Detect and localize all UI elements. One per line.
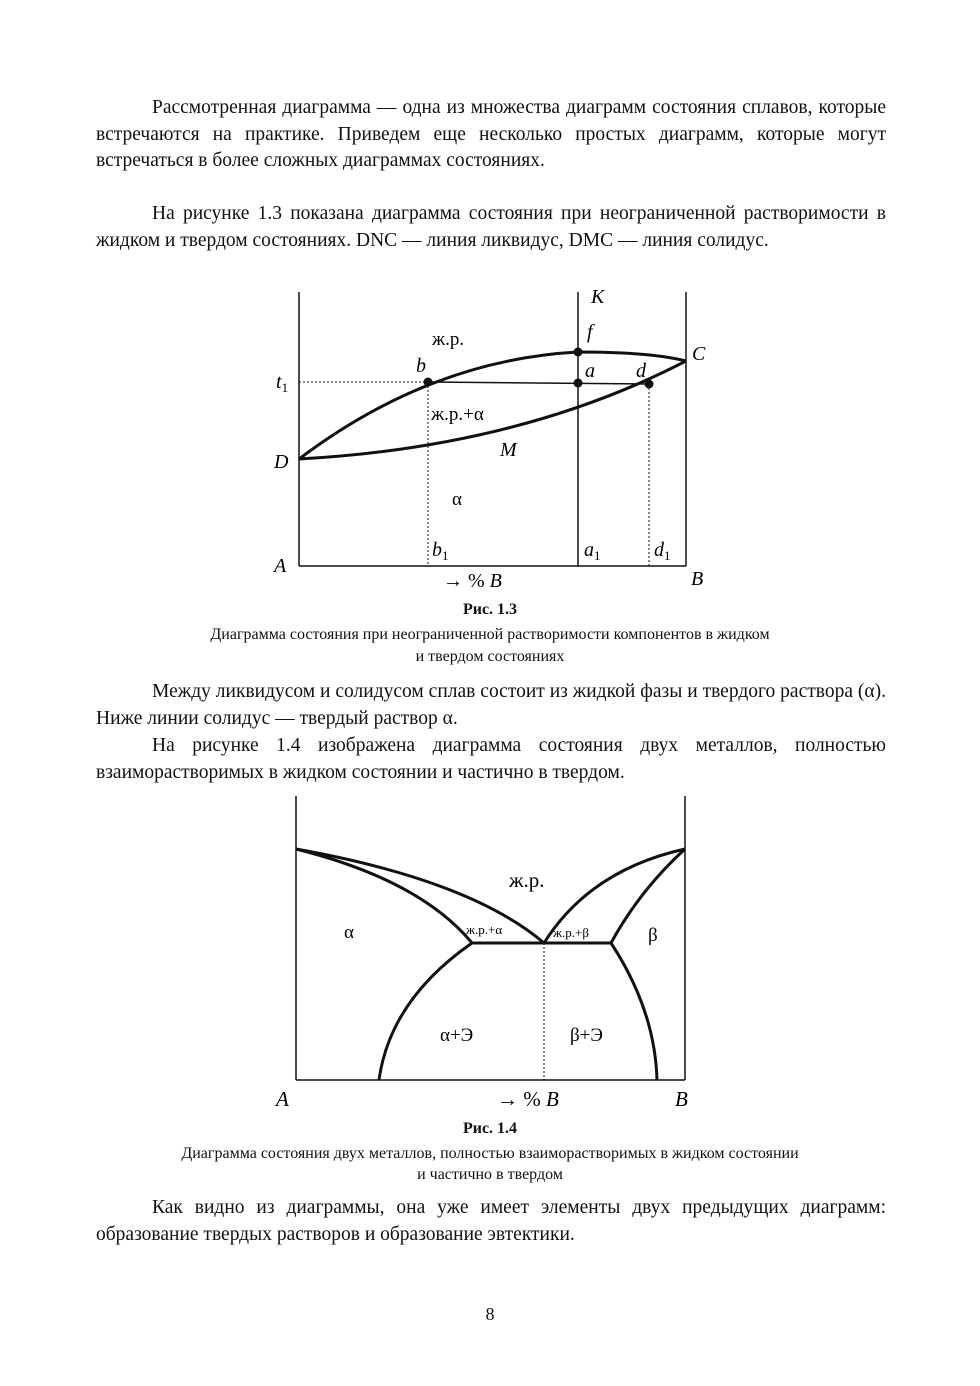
label-liquid: ж.р. [432,329,465,350]
solvus-left-curve [379,943,472,1080]
paragraph-fig14-intro: На рисунке 1.4 изображена диаграмма состояния двух металлов, полностью взаиморастворимых в жидком состоянии и частично в твердом. [96,735,886,783]
label-m: M [500,439,517,461]
label-a-component: A [276,1087,289,1111]
paragraph-between-curves: Между ликвидусом и солидусом сплав состоит из жидкой фазы и твердого раствора (α). Ниже линии солидус — твердый раствор α. [96,681,886,729]
label-liquid-alpha: ж.р.+α [431,404,484,425]
label-beta-eutectic: β+Э [570,1025,603,1046]
axis-composition-label: → % B [443,570,502,592]
label-beta: β [648,925,658,946]
point-f [574,348,583,357]
label-d: d [636,360,646,382]
figure-1-3-caption-line1: Диаграмма состояния при неограниченной растворимости компонентов в жидком [210,626,770,643]
figure-1-4-caption-line2: и частично в твердом [417,1166,563,1183]
solidus-curve [299,361,686,459]
figure-1-4-caption-line1: Диаграмма состояния двух металлов, полностью взаиморастворимых в жидком состоянии [181,1145,799,1162]
label-b: b [416,355,426,377]
label-t1: $t_1$ [276,371,289,395]
solvus-right-curve [611,943,657,1080]
label-f: f [587,321,593,343]
figure-1-4-diagram [260,790,720,1115]
label-alpha: α [344,922,354,943]
label-k: К [591,286,605,308]
label-b1: $b_1$ [432,539,449,563]
label-b-component: B [675,1087,688,1111]
figure-1-3-diagram [260,285,720,595]
label-a-component: A [274,555,287,577]
paragraph-conclusion: Как видно из диаграммы, она уже имеет элементы двух предыдущих диаграмм: образование твердых растворов и образование эвтектики. [96,1197,886,1245]
figure-1-4-title: Рис. 1.4 [462,1120,518,1137]
label-alpha: α [452,489,462,510]
label-a1: $a_1$ [584,539,601,563]
label-alpha-eutectic: α+Э [440,1025,474,1046]
label-liquid-beta: ж.р.+β [553,925,589,940]
figure-1-3-caption-line2: и твердом состояниях [415,648,565,665]
label-b-component: B [691,568,704,590]
tie-line-bd [428,382,649,384]
axis-composition-label: → % B [497,1087,559,1111]
label-d-point: D [274,451,289,473]
label-liquid-alpha: ж.р.+α [466,922,503,937]
liquidus-curve [299,352,686,459]
label-c: C [692,343,706,365]
label-d1: $d_1$ [654,539,671,563]
paragraph-fig13-intro: На рисунке 1.3 показана диаграмма состояния при неограниченной растворимости в жидком и твердом состояниях. DNC — линия ликвидус, DMC — линия солидус. [96,203,886,251]
label-a: a [585,360,595,382]
liquidus-left-curve [296,849,544,943]
label-liquid: ж.р. [509,868,545,892]
point-a [574,379,583,388]
paragraph-intro: Рассмотренная диаграмма — одна из множества диаграмм состояния сплавов, которые встречаются на практике. Приведем еще несколько простых диаграмм, которые могут встречаться в более сложных диаграммах состояниях. [96,97,886,171]
point-b [424,378,433,387]
figure-1-3-title: Рис. 1.3 [462,601,518,618]
solidus-left-curve [296,849,472,943]
page-number: 8 [485,1304,495,1324]
